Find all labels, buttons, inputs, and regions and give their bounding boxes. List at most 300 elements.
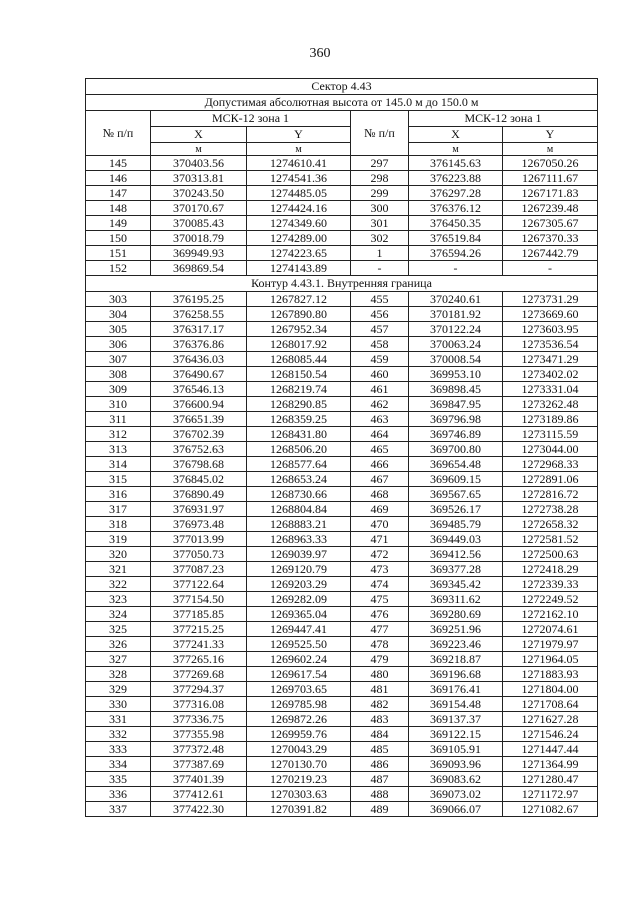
table-cell: 330 <box>86 697 151 712</box>
table-cell: 376317.17 <box>151 322 247 337</box>
table-cell: 369377.28 <box>409 562 503 577</box>
table-cell: 369093.96 <box>409 757 503 772</box>
table-cell: 478 <box>351 637 409 652</box>
table-row <box>86 397 598 412</box>
table-row <box>86 457 598 472</box>
table-cell: 1271964.05 <box>503 652 598 667</box>
table-cell: 377087.23 <box>151 562 247 577</box>
table-cell: 1271979.97 <box>503 637 598 652</box>
table-cell: 369746.89 <box>409 427 503 442</box>
table-cell: 376890.49 <box>151 487 247 502</box>
table-cell: 301 <box>351 216 409 231</box>
table-cell: 146 <box>86 171 151 186</box>
table-cell: 376258.55 <box>151 307 247 322</box>
table-cell: 482 <box>351 697 409 712</box>
table-cell: 377316.08 <box>151 697 247 712</box>
table-row <box>86 547 598 562</box>
table-cell: 477 <box>351 622 409 637</box>
table-cell: 1271172.97 <box>503 787 598 802</box>
table-cell: 1268577.64 <box>247 457 351 472</box>
table-cell: 377050.73 <box>151 547 247 562</box>
table-row <box>86 201 598 216</box>
table-cell: 1269447.41 <box>247 622 351 637</box>
table-cell: 1268150.54 <box>247 367 351 382</box>
table-cell: 1271364.99 <box>503 757 598 772</box>
table-cell: 307 <box>86 352 151 367</box>
table-cell: 376798.68 <box>151 457 247 472</box>
table-cell: 319 <box>86 532 151 547</box>
table-cell: 325 <box>86 622 151 637</box>
table-cell: 1273471.29 <box>503 352 598 367</box>
table-cell: 369412.56 <box>409 547 503 562</box>
table-cell: 1273189.86 <box>503 412 598 427</box>
table-row <box>86 337 598 352</box>
table-cell: 320 <box>86 547 151 562</box>
table-cell: 297 <box>351 156 409 171</box>
unit-label: м <box>503 143 598 156</box>
table-cell: 1273669.60 <box>503 307 598 322</box>
table-cell: 1268883.21 <box>247 517 351 532</box>
table-cell: 1271447.44 <box>503 742 598 757</box>
table-cell: 370122.24 <box>409 322 503 337</box>
table-cell: 369567.65 <box>409 487 503 502</box>
table-cell: 1267050.26 <box>503 156 598 171</box>
table-cell: 1267952.34 <box>247 322 351 337</box>
table-cell: 485 <box>351 742 409 757</box>
table-cell: 321 <box>86 562 151 577</box>
table-cell: 459 <box>351 352 409 367</box>
table-cell: 1273044.00 <box>503 442 598 457</box>
table-cell: 457 <box>351 322 409 337</box>
table-row <box>86 562 598 577</box>
table-cell: 1269203.29 <box>247 577 351 592</box>
table-cell: 369449.03 <box>409 532 503 547</box>
table-cell: 370063.24 <box>409 337 503 352</box>
table-cell: 1274143.89 <box>247 261 351 276</box>
table-cell: 370243.50 <box>151 186 247 201</box>
table-row <box>86 742 598 757</box>
table-row <box>86 216 598 231</box>
table-cell: 1273603.95 <box>503 322 598 337</box>
table-cell: 1270043.29 <box>247 742 351 757</box>
table-cell: 369218.87 <box>409 652 503 667</box>
table-cell: 1268085.44 <box>247 352 351 367</box>
table-cell: 369796.98 <box>409 412 503 427</box>
table-row <box>86 757 598 772</box>
table-cell: 370170.67 <box>151 201 247 216</box>
table-cell: 376436.03 <box>151 352 247 367</box>
table-cell: 1269525.50 <box>247 637 351 652</box>
table-cell: 469 <box>351 502 409 517</box>
table-cell: 460 <box>351 367 409 382</box>
table-cell: 1267827.12 <box>247 292 351 307</box>
table-cell: 1268359.25 <box>247 412 351 427</box>
table-cell: 369122.15 <box>409 727 503 742</box>
table-cell: 376376.12 <box>409 201 503 216</box>
table-cell: 471 <box>351 532 409 547</box>
table-cell: 376600.94 <box>151 397 247 412</box>
table-cell: 324 <box>86 607 151 622</box>
table-cell: 1273731.29 <box>503 292 598 307</box>
table-cell: 1268730.66 <box>247 487 351 502</box>
table-cell: 1272891.06 <box>503 472 598 487</box>
table-cell: 329 <box>86 682 151 697</box>
table-cell: 1273262.48 <box>503 397 598 412</box>
table-row <box>86 682 598 697</box>
table-cell: 1269703.65 <box>247 682 351 697</box>
table-row <box>86 772 598 787</box>
table-cell: 369137.37 <box>409 712 503 727</box>
table-cell: 322 <box>86 577 151 592</box>
table-cell: 1268290.85 <box>247 397 351 412</box>
table-row <box>86 712 598 727</box>
table-cell: 377412.61 <box>151 787 247 802</box>
table-cell: 369154.48 <box>409 697 503 712</box>
table-cell: 1269282.09 <box>247 592 351 607</box>
table-cell: 148 <box>86 201 151 216</box>
table-cell: 306 <box>86 337 151 352</box>
table-cell: 377241.33 <box>151 637 247 652</box>
table-cell: 467 <box>351 472 409 487</box>
table-cell: 472 <box>351 547 409 562</box>
table-cell: 369869.54 <box>151 261 247 276</box>
table-cell: 1268431.80 <box>247 427 351 442</box>
table-cell: 303 <box>86 292 151 307</box>
table-cell: 335 <box>86 772 151 787</box>
table-cell: 337 <box>86 802 151 817</box>
table-row <box>86 442 598 457</box>
table-cell: 483 <box>351 712 409 727</box>
table-cell: 1274424.16 <box>247 201 351 216</box>
table-cell: 369609.15 <box>409 472 503 487</box>
num-header: № п/п <box>351 111 409 156</box>
table-cell: 377372.48 <box>151 742 247 757</box>
table-row <box>86 231 598 246</box>
table-cell: 468 <box>351 487 409 502</box>
table-cell: 369223.46 <box>409 637 503 652</box>
table-row <box>86 307 598 322</box>
table-cell: 1270130.70 <box>247 757 351 772</box>
x-header: X <box>151 127 247 143</box>
sector-title: Сектор 4.43 <box>86 79 598 95</box>
table-cell: 370085.43 <box>151 216 247 231</box>
table-cell: 377265.16 <box>151 652 247 667</box>
table-cell: 377013.99 <box>151 532 247 547</box>
table-cell: 1272738.28 <box>503 502 598 517</box>
table-cell: 376702.39 <box>151 427 247 442</box>
table-cell: 1272816.72 <box>503 487 598 502</box>
table-cell: - <box>503 261 598 276</box>
table-cell: 1271546.24 <box>503 727 598 742</box>
table-cell: 1271280.47 <box>503 772 598 787</box>
table-cell: 376973.48 <box>151 517 247 532</box>
table-row <box>86 577 598 592</box>
table-cell: 376752.63 <box>151 442 247 457</box>
table-cell: 1269039.97 <box>247 547 351 562</box>
table-cell: 147 <box>86 186 151 201</box>
table-cell: 332 <box>86 727 151 742</box>
table-cell: 1267111.67 <box>503 171 598 186</box>
table-cell: 145 <box>86 156 151 171</box>
table-cell: 370403.56 <box>151 156 247 171</box>
table-cell: 370008.54 <box>409 352 503 367</box>
table-cell: 489 <box>351 802 409 817</box>
table-row <box>86 502 598 517</box>
table-row <box>86 532 598 547</box>
table-cell: 316 <box>86 487 151 502</box>
table-cell: 466 <box>351 457 409 472</box>
table-cell: 1273402.02 <box>503 367 598 382</box>
table-cell: 458 <box>351 337 409 352</box>
table-cell: 369176.41 <box>409 682 503 697</box>
table-cell: 1272339.33 <box>503 577 598 592</box>
table-cell: 377422.30 <box>151 802 247 817</box>
table-cell: 376145.63 <box>409 156 503 171</box>
table-row <box>86 787 598 802</box>
table-cell: 1270219.23 <box>247 772 351 787</box>
table-cell: 1269959.76 <box>247 727 351 742</box>
table-cell: 1272658.32 <box>503 517 598 532</box>
table-row <box>86 292 598 307</box>
table-cell: 376546.13 <box>151 382 247 397</box>
table-row <box>86 667 598 682</box>
x-header: X <box>409 127 503 143</box>
table-row <box>86 427 598 442</box>
table-row <box>86 487 598 502</box>
table-row <box>86 156 598 171</box>
table-cell: 376376.86 <box>151 337 247 352</box>
table-cell: 311 <box>86 412 151 427</box>
table-cell: 323 <box>86 592 151 607</box>
table-cell: 473 <box>351 562 409 577</box>
zone-header: МСК-12 зона 1 <box>151 111 351 127</box>
table-cell: 369280.69 <box>409 607 503 622</box>
table-row <box>86 186 598 201</box>
table-cell: 1272074.61 <box>503 622 598 637</box>
table-cell: 1268963.33 <box>247 532 351 547</box>
table-row <box>86 171 598 186</box>
table-cell: 486 <box>351 757 409 772</box>
y-header: Y <box>503 127 598 143</box>
table-cell: 461 <box>351 382 409 397</box>
table-cell: 369345.42 <box>409 577 503 592</box>
table-cell: 1272162.10 <box>503 607 598 622</box>
table-cell: 487 <box>351 772 409 787</box>
table-cell: 1269785.98 <box>247 697 351 712</box>
table-cell: 1273115.59 <box>503 427 598 442</box>
table-cell: 1271627.28 <box>503 712 598 727</box>
table-cell: 1272968.33 <box>503 457 598 472</box>
table-cell: 369700.80 <box>409 442 503 457</box>
table-cell: 369485.79 <box>409 517 503 532</box>
table-cell: 1272500.63 <box>503 547 598 562</box>
table-cell: 1271804.00 <box>503 682 598 697</box>
table-cell: 464 <box>351 427 409 442</box>
table-cell: 377185.85 <box>151 607 247 622</box>
y-header: Y <box>247 127 351 143</box>
table-cell: 1267239.48 <box>503 201 598 216</box>
table-cell: 376931.97 <box>151 502 247 517</box>
table-cell: 377215.25 <box>151 622 247 637</box>
table-cell: 369251.96 <box>409 622 503 637</box>
table-cell: 1268017.92 <box>247 337 351 352</box>
table-cell: 377355.98 <box>151 727 247 742</box>
table-cell: 308 <box>86 367 151 382</box>
num-header: № п/п <box>86 111 151 156</box>
table-cell: 1272581.52 <box>503 532 598 547</box>
table-cell: 150 <box>86 231 151 246</box>
table-cell: 370313.81 <box>151 171 247 186</box>
table-cell: 456 <box>351 307 409 322</box>
table-cell: 1268804.84 <box>247 502 351 517</box>
table-cell: 369196.68 <box>409 667 503 682</box>
table-cell: 369105.91 <box>409 742 503 757</box>
table-cell: 1274541.36 <box>247 171 351 186</box>
table-cell: 369953.10 <box>409 367 503 382</box>
table-cell: 377269.68 <box>151 667 247 682</box>
table-cell: 370240.61 <box>409 292 503 307</box>
table-cell: 334 <box>86 757 151 772</box>
table-cell: 376195.25 <box>151 292 247 307</box>
height-caption: Допустимая абсолютная высота от 145.0 м до 150.0 м <box>86 95 598 111</box>
table-cell: 463 <box>351 412 409 427</box>
table-row <box>86 412 598 427</box>
table-cell: 1269602.24 <box>247 652 351 667</box>
table-cell: 302 <box>351 231 409 246</box>
table-cell: 377294.37 <box>151 682 247 697</box>
table-cell: 370181.92 <box>409 307 503 322</box>
table-cell: 315 <box>86 472 151 487</box>
table-cell: 470 <box>351 517 409 532</box>
table-row <box>86 652 598 667</box>
table-row <box>86 607 598 622</box>
table-cell: 462 <box>351 397 409 412</box>
table-cell: 1274289.00 <box>247 231 351 246</box>
table-cell: 376651.39 <box>151 412 247 427</box>
table-cell: 1268506.20 <box>247 442 351 457</box>
table-cell: 1270303.63 <box>247 787 351 802</box>
table-cell: 476 <box>351 607 409 622</box>
table-cell: 377336.75 <box>151 712 247 727</box>
table-row <box>86 637 598 652</box>
table-cell: 326 <box>86 637 151 652</box>
table-cell: 376594.26 <box>409 246 503 261</box>
table-cell: 1267370.33 <box>503 231 598 246</box>
table-cell: 376519.84 <box>409 231 503 246</box>
table-cell: 313 <box>86 442 151 457</box>
table-cell: 488 <box>351 787 409 802</box>
zone-header: МСК-12 зона 1 <box>409 111 598 127</box>
table-cell: 1268653.24 <box>247 472 351 487</box>
table-cell: 1268219.74 <box>247 382 351 397</box>
table-row <box>86 322 598 337</box>
table-cell: 1267442.79 <box>503 246 598 261</box>
table-row <box>86 592 598 607</box>
coordinates-table <box>85 78 598 817</box>
table-row <box>86 352 598 367</box>
table-cell: 1267890.80 <box>247 307 351 322</box>
table-cell: 1267305.67 <box>503 216 598 231</box>
table-cell: 369949.93 <box>151 246 247 261</box>
table-cell: 1271883.93 <box>503 667 598 682</box>
table-cell: 152 <box>86 261 151 276</box>
table-cell: 475 <box>351 592 409 607</box>
unit-label: м <box>151 143 247 156</box>
table-cell: 376223.88 <box>409 171 503 186</box>
table-cell: 328 <box>86 667 151 682</box>
table-cell: 1269365.04 <box>247 607 351 622</box>
table-cell: 1269617.54 <box>247 667 351 682</box>
table-cell: 336 <box>86 787 151 802</box>
table-cell: - <box>409 261 503 276</box>
table-row <box>86 697 598 712</box>
table-cell: 376450.35 <box>409 216 503 231</box>
table-cell: 1270391.82 <box>247 802 351 817</box>
table-cell: 369526.17 <box>409 502 503 517</box>
table-cell: 1269872.26 <box>247 712 351 727</box>
table-cell: 377387.69 <box>151 757 247 772</box>
table-row <box>86 246 598 261</box>
table-cell: 369847.95 <box>409 397 503 412</box>
table-cell: 1269120.79 <box>247 562 351 577</box>
table-cell: 1 <box>351 246 409 261</box>
table-cell: 481 <box>351 682 409 697</box>
table-cell: 300 <box>351 201 409 216</box>
table-row <box>86 472 598 487</box>
table-cell: 465 <box>351 442 409 457</box>
table-cell: 377401.39 <box>151 772 247 787</box>
table-cell: 369073.02 <box>409 787 503 802</box>
table-cell: 1273536.54 <box>503 337 598 352</box>
table-row <box>86 802 598 817</box>
table-cell: 1272249.52 <box>503 592 598 607</box>
table-cell: 369898.45 <box>409 382 503 397</box>
table-cell: 318 <box>86 517 151 532</box>
table-cell: 1273331.04 <box>503 382 598 397</box>
table-cell: 1274223.65 <box>247 246 351 261</box>
table-row <box>86 261 598 276</box>
table-cell: - <box>351 261 409 276</box>
table-cell: 479 <box>351 652 409 667</box>
table-cell: 309 <box>86 382 151 397</box>
table-cell: 1271708.64 <box>503 697 598 712</box>
table-cell: 369654.48 <box>409 457 503 472</box>
table-cell: 1274349.60 <box>247 216 351 231</box>
table-cell: 484 <box>351 727 409 742</box>
table-row <box>86 517 598 532</box>
table-cell: 317 <box>86 502 151 517</box>
table-cell: 299 <box>351 186 409 201</box>
table-cell: 310 <box>86 397 151 412</box>
table-cell: 1274485.05 <box>247 186 351 201</box>
contour-title: Контур 4.43.1. Внутренняя граница <box>86 276 598 292</box>
table-cell: 333 <box>86 742 151 757</box>
table-cell: 1267171.83 <box>503 186 598 201</box>
table-cell: 377122.64 <box>151 577 247 592</box>
unit-label: м <box>409 143 503 156</box>
table-cell: 369311.62 <box>409 592 503 607</box>
table-row <box>86 727 598 742</box>
table-row <box>86 622 598 637</box>
unit-label: м <box>247 143 351 156</box>
table-cell: 474 <box>351 577 409 592</box>
table-cell: 1274610.41 <box>247 156 351 171</box>
page-number: 360 <box>309 46 331 61</box>
table-cell: 480 <box>351 667 409 682</box>
table-cell: 376845.02 <box>151 472 247 487</box>
table-cell: 369083.62 <box>409 772 503 787</box>
table-row <box>86 367 598 382</box>
